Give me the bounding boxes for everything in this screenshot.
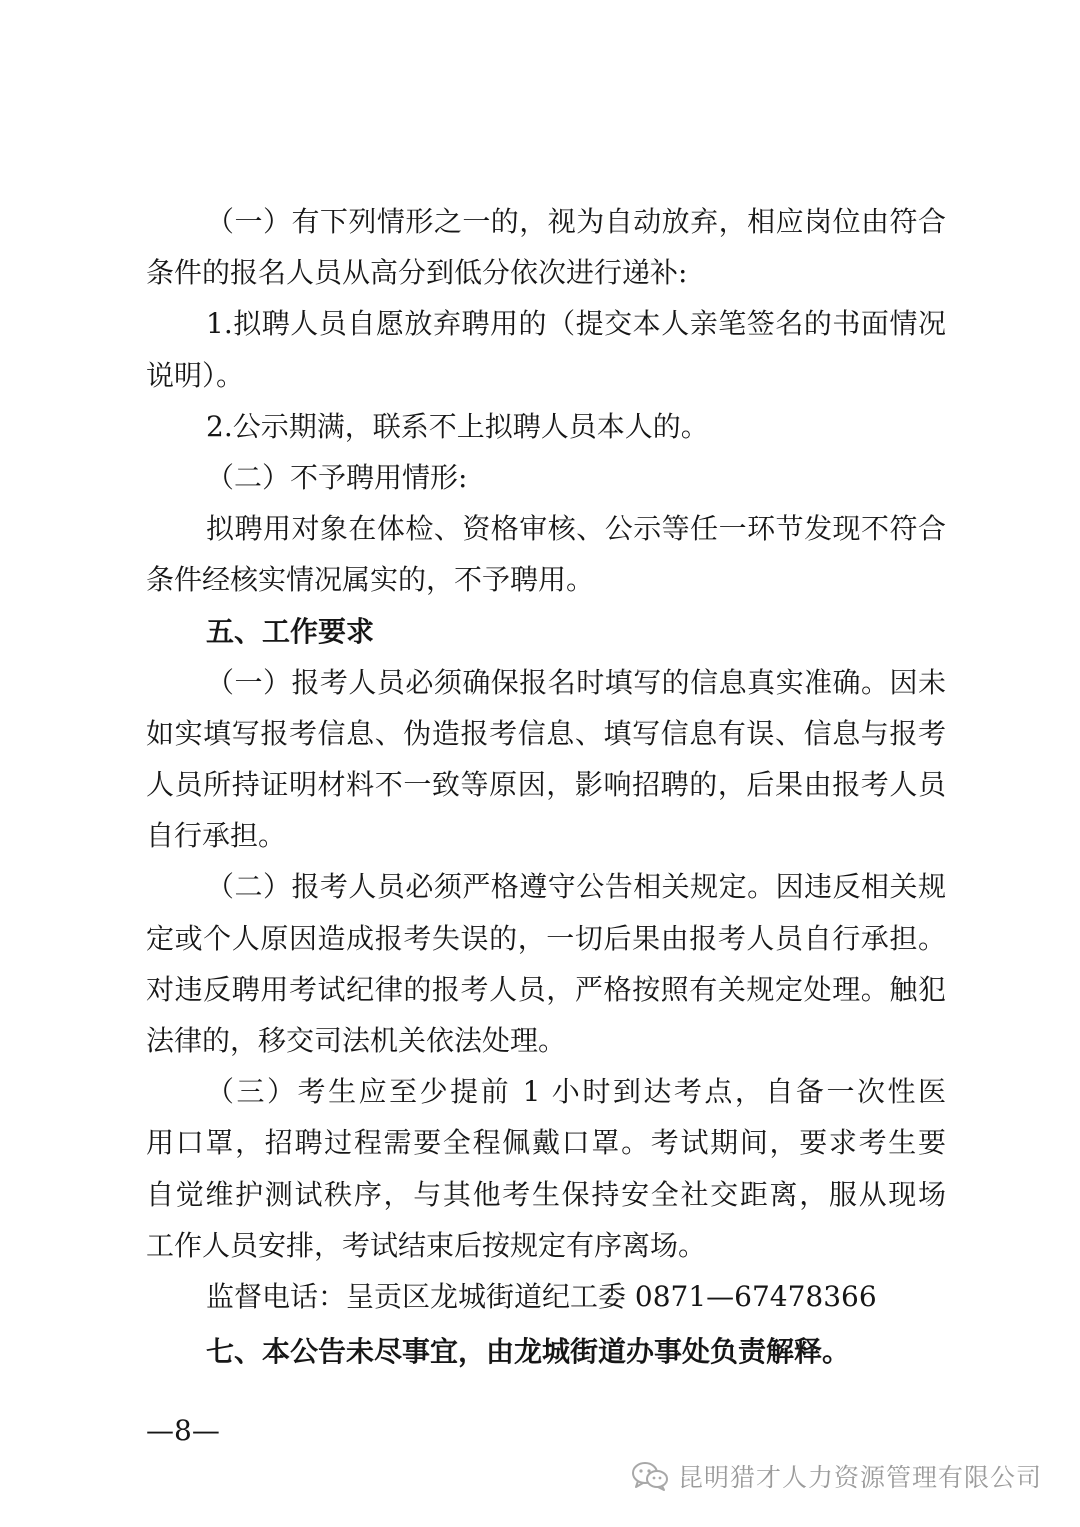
paragraph-line: 对违反聘用考试纪律的报考人员，严格按照有关规定处理。触犯 — [146, 972, 946, 1006]
paragraph-line: （二）不予聘用情形: — [206, 460, 468, 494]
document-body — [146, 196, 946, 1377]
paragraph-line: 说明）。 — [146, 358, 245, 392]
paragraph-line: （一）报考人员必须确保报名时填写的信息真实准确。因未 — [206, 665, 946, 699]
section-heading: 七、本公告未尽事宜，由龙城街道办事处负责解释。 — [206, 1335, 851, 1369]
paragraph-line: 法律的，移交司法机关依法处理。 — [146, 1024, 567, 1057]
paragraph-line: 条件经核实情况属实的，不予聘用。 — [146, 563, 595, 597]
page-number: —8— — [146, 1414, 220, 1447]
supervision-phone-line: 监督电话：呈贡区龙城街道纪工委 0871—67478366 — [206, 1279, 877, 1313]
paragraph-line: 拟聘用对象在体检、资格审核、公示等任一环节发现不符合 — [206, 512, 946, 546]
paragraph-line: 如实填写报考信息、伪造报考信息、填写信息有误、信息与报考 — [146, 716, 946, 750]
paragraph-line: （二）报考人员必须严格遵守公告相关规定。因违反相关规 — [206, 870, 946, 904]
paragraph-line: 人员所持证明材料不一致等原因，影响招聘的，后果由报考人员 — [146, 768, 946, 802]
watermark — [630, 1458, 1042, 1494]
watermark-text: 昆明猎才人力资源管理有限公司 — [677, 1463, 1042, 1492]
paragraph-line: 自觉维护测试秩序，与其他考生保持安全社交距离，服从现场 — [146, 1177, 946, 1211]
paragraph-line: 条件的报名人员从高分到低分依次进行递补: — [146, 256, 688, 290]
paragraph-line: 工作人员安排，考试结束后按规定有序离场。 — [146, 1228, 707, 1262]
paragraph-line: 1.拟聘人员自愿放弃聘用的（提交本人亲笔签名的书面情况 — [206, 307, 946, 341]
paragraph-line: 自行承担。 — [146, 819, 287, 853]
paragraph-line: 2.公示期满，联系不上拟聘人员本人的。 — [206, 409, 709, 443]
wechat-icon — [630, 1460, 670, 1492]
paragraph-line: 定或个人原因造成报考失误的，一切后果由报考人员自行承担。 — [146, 921, 946, 955]
section-heading: 五、工作要求 — [206, 614, 375, 648]
paragraph-line: 用口罩，招聘过程需要全程佩戴口罩。考试期间，要求考生要 — [146, 1126, 946, 1160]
paragraph-line: （三）考生应至少提前 1 小时到达考点，自备一次性医 — [206, 1075, 946, 1109]
paragraph-line: （一）有下列情形之一的，视为自动放弃，相应岗位由符合 — [206, 205, 946, 238]
